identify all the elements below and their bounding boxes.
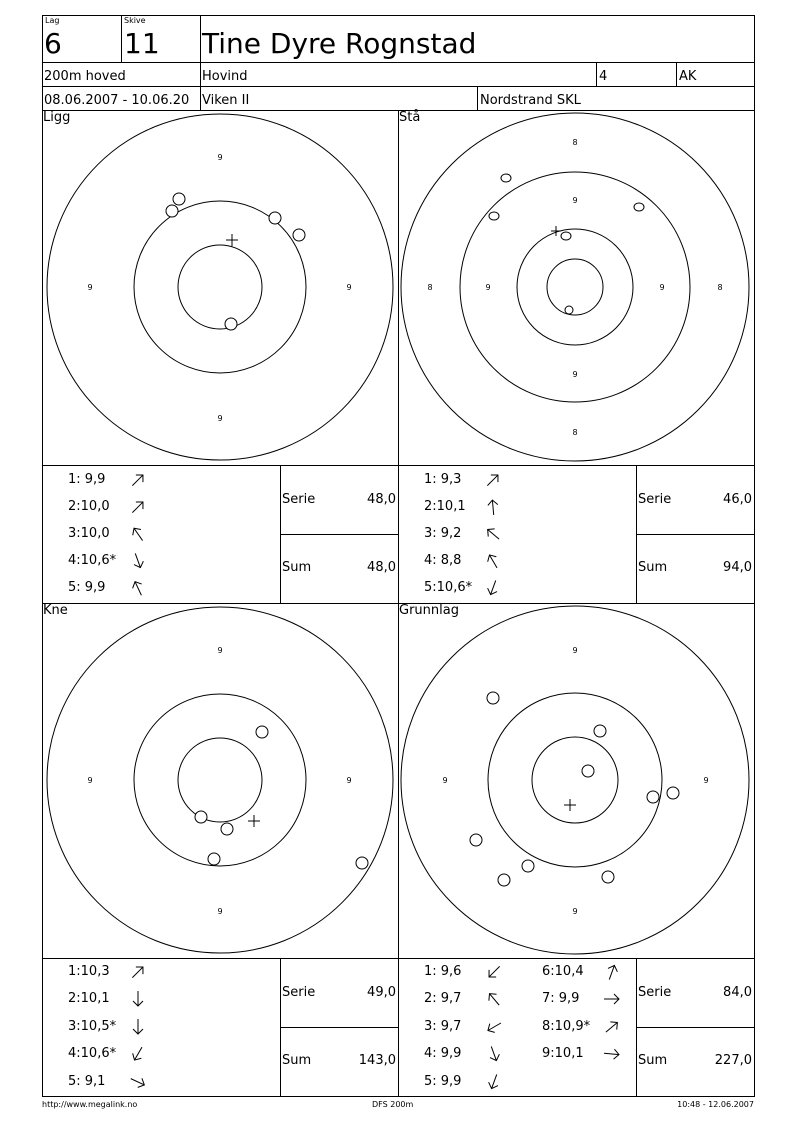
direction-arrow-icon bbox=[128, 1017, 148, 1037]
shot-hole bbox=[489, 212, 499, 220]
ring-number: 9 bbox=[217, 153, 223, 162]
class: AK bbox=[679, 69, 697, 84]
direction-arrow-icon bbox=[128, 1072, 148, 1092]
ring-number: 9 bbox=[572, 646, 578, 655]
position-label-staa: Stå bbox=[399, 110, 421, 125]
center-marker bbox=[564, 799, 576, 811]
sum-label: Sum bbox=[282, 1053, 312, 1068]
shot-score: 6:10,4 bbox=[542, 964, 584, 979]
ring-number: 8 bbox=[427, 283, 433, 292]
event-name: 200m hoved bbox=[44, 69, 126, 84]
shot-hole bbox=[269, 212, 281, 224]
direction-arrow-icon bbox=[128, 470, 148, 490]
shot-score: 4:10,6* bbox=[68, 553, 117, 568]
serie-label: Serie bbox=[638, 492, 672, 507]
direction-arrow-icon bbox=[128, 551, 148, 571]
serie-value: 46,0 bbox=[723, 492, 752, 507]
dates: 08.06.2007 - 10.06.20 bbox=[44, 94, 190, 107]
shot-score: 9:10,1 bbox=[542, 1046, 584, 1061]
direction-arrow-icon bbox=[483, 578, 503, 598]
position-label-ligg: Ligg bbox=[43, 110, 71, 125]
shot-score: 1:10,3 bbox=[68, 964, 110, 979]
ring-number: 9 bbox=[442, 776, 448, 785]
shot-hole bbox=[487, 692, 499, 704]
ring-number: 8 bbox=[572, 138, 578, 147]
sum-value: 48,0 bbox=[367, 560, 396, 575]
sum-value: 94,0 bbox=[723, 560, 752, 575]
direction-arrow-icon bbox=[128, 578, 148, 598]
ring-number: 9 bbox=[572, 907, 578, 916]
direction-arrow-icon bbox=[483, 497, 503, 517]
direction-arrow-icon bbox=[128, 962, 148, 982]
sum-label: Sum bbox=[282, 560, 312, 575]
direction-arrow-icon bbox=[128, 989, 148, 1009]
shot-hole bbox=[173, 193, 185, 205]
shot-hole bbox=[225, 318, 237, 330]
location: Hovind bbox=[202, 69, 248, 84]
center-marker bbox=[551, 226, 561, 236]
position-label-grunnlag: Grunnlag bbox=[399, 603, 459, 618]
position-label-kne: Kne bbox=[43, 603, 68, 618]
shot-hole bbox=[356, 857, 368, 869]
shot-hole bbox=[501, 174, 511, 182]
serie-label: Serie bbox=[282, 985, 316, 1000]
footer-timestamp: 10:48 - 12.06.2007 bbox=[677, 1100, 754, 1109]
serie-value: 84,0 bbox=[723, 985, 752, 1000]
ring-number: 9 bbox=[217, 414, 223, 423]
shot-score: 3:10,0 bbox=[68, 526, 110, 541]
direction-arrow-icon bbox=[484, 989, 504, 1009]
shot-hole bbox=[293, 229, 305, 241]
shot-score: 2:10,1 bbox=[424, 499, 466, 514]
shot-score: 4:10,6* bbox=[68, 1046, 117, 1061]
shot-score: 3: 9,2 bbox=[424, 526, 462, 541]
skive-label: Skive bbox=[124, 16, 146, 25]
shot-score: 4: 9,9 bbox=[424, 1046, 462, 1061]
ring-number: 9 bbox=[346, 776, 352, 785]
shot-score: 2: 9,7 bbox=[424, 991, 462, 1006]
shot-hole bbox=[221, 823, 233, 835]
center-marker bbox=[226, 234, 238, 246]
direction-arrow-icon bbox=[602, 1017, 622, 1037]
shot-hole bbox=[602, 871, 614, 883]
direction-arrow-icon bbox=[483, 551, 503, 571]
ring-number: 8 bbox=[572, 428, 578, 437]
target-grunnlag bbox=[398, 603, 754, 958]
shot-score: 1: 9,6 bbox=[424, 964, 462, 979]
lag-label: Lag bbox=[45, 16, 60, 25]
shot-score: 5: 9,1 bbox=[68, 1074, 106, 1089]
shot-hole bbox=[565, 306, 573, 314]
ring-number: 9 bbox=[346, 283, 352, 292]
serie-value: 49,0 bbox=[367, 985, 396, 1000]
ring-number: 9 bbox=[703, 776, 709, 785]
target-kne bbox=[42, 603, 398, 958]
ring-number: 8 bbox=[717, 283, 723, 292]
direction-arrow-icon bbox=[484, 1044, 504, 1064]
direction-arrow-icon bbox=[483, 470, 503, 490]
shot-hole bbox=[256, 726, 268, 738]
shot-hole bbox=[561, 232, 571, 240]
target-ligg bbox=[42, 110, 398, 465]
direction-arrow-icon bbox=[602, 989, 622, 1009]
footer-url[interactable]: http://www.megalink.no bbox=[42, 1100, 138, 1109]
center-marker bbox=[248, 815, 260, 827]
ring-number: 9 bbox=[572, 370, 578, 379]
shot-hole bbox=[208, 853, 220, 865]
shot-score: 2:10,0 bbox=[68, 499, 110, 514]
sum-value: 227,0 bbox=[714, 1053, 752, 1068]
footer-center: DFS 200m bbox=[372, 1100, 414, 1109]
serie-value: 48,0 bbox=[367, 492, 396, 507]
shot-hole bbox=[582, 765, 594, 777]
shot-score: 7: 9,9 bbox=[542, 991, 580, 1006]
lag-value: 6 bbox=[44, 27, 62, 60]
target-staa bbox=[398, 110, 754, 465]
serie-label: Serie bbox=[638, 985, 672, 1000]
ring-number: 9 bbox=[87, 776, 93, 785]
shot-score: 3:10,5* bbox=[68, 1019, 117, 1034]
sum-value: 143,0 bbox=[358, 1053, 396, 1068]
shot-hole bbox=[470, 834, 482, 846]
shot-hole bbox=[498, 874, 510, 886]
serie-label: Serie bbox=[282, 492, 316, 507]
shot-score: 5: 9,9 bbox=[424, 1074, 462, 1089]
shot-hole bbox=[166, 205, 178, 217]
shot-score: 5:10,6* bbox=[424, 580, 473, 595]
direction-arrow-icon bbox=[484, 962, 504, 982]
shot-score: 1: 9,9 bbox=[68, 472, 106, 487]
ring-number: 9 bbox=[485, 283, 491, 292]
shot-hole bbox=[594, 725, 606, 737]
direction-arrow-icon bbox=[602, 1044, 622, 1064]
direction-arrow-icon bbox=[484, 1072, 504, 1092]
direction-arrow-icon bbox=[128, 524, 148, 544]
club: Nordstrand SKL bbox=[480, 93, 581, 108]
direction-arrow-icon bbox=[128, 1044, 148, 1064]
ring-number: 9 bbox=[217, 907, 223, 916]
shooter-name: Tine Dyre Rognstad bbox=[202, 27, 477, 60]
ring-number: 9 bbox=[659, 283, 665, 292]
class-number: 4 bbox=[599, 69, 608, 84]
shot-hole bbox=[195, 811, 207, 823]
shot-score: 3: 9,7 bbox=[424, 1019, 462, 1034]
direction-arrow-icon bbox=[483, 524, 503, 544]
shot-score: 1: 9,3 bbox=[424, 472, 462, 487]
shot-score: 4: 8,8 bbox=[424, 553, 462, 568]
shot-score: 8:10,9* bbox=[542, 1019, 591, 1034]
shot-score: 2:10,1 bbox=[68, 991, 110, 1006]
ring-number: 9 bbox=[217, 646, 223, 655]
shot-hole bbox=[647, 791, 659, 803]
sum-label: Sum bbox=[638, 1053, 668, 1068]
ring-number: 9 bbox=[87, 283, 93, 292]
ring-number: 9 bbox=[572, 196, 578, 205]
shot-score: 5: 9,9 bbox=[68, 580, 106, 595]
direction-arrow-icon bbox=[602, 962, 622, 982]
direction-arrow-icon bbox=[484, 1017, 504, 1037]
shot-hole bbox=[634, 203, 644, 211]
direction-arrow-icon bbox=[128, 497, 148, 517]
shot-hole bbox=[667, 787, 679, 799]
sum-label: Sum bbox=[638, 560, 668, 575]
shot-hole bbox=[522, 860, 534, 872]
skive-value: 11 bbox=[124, 27, 160, 60]
group: Viken II bbox=[202, 93, 250, 108]
